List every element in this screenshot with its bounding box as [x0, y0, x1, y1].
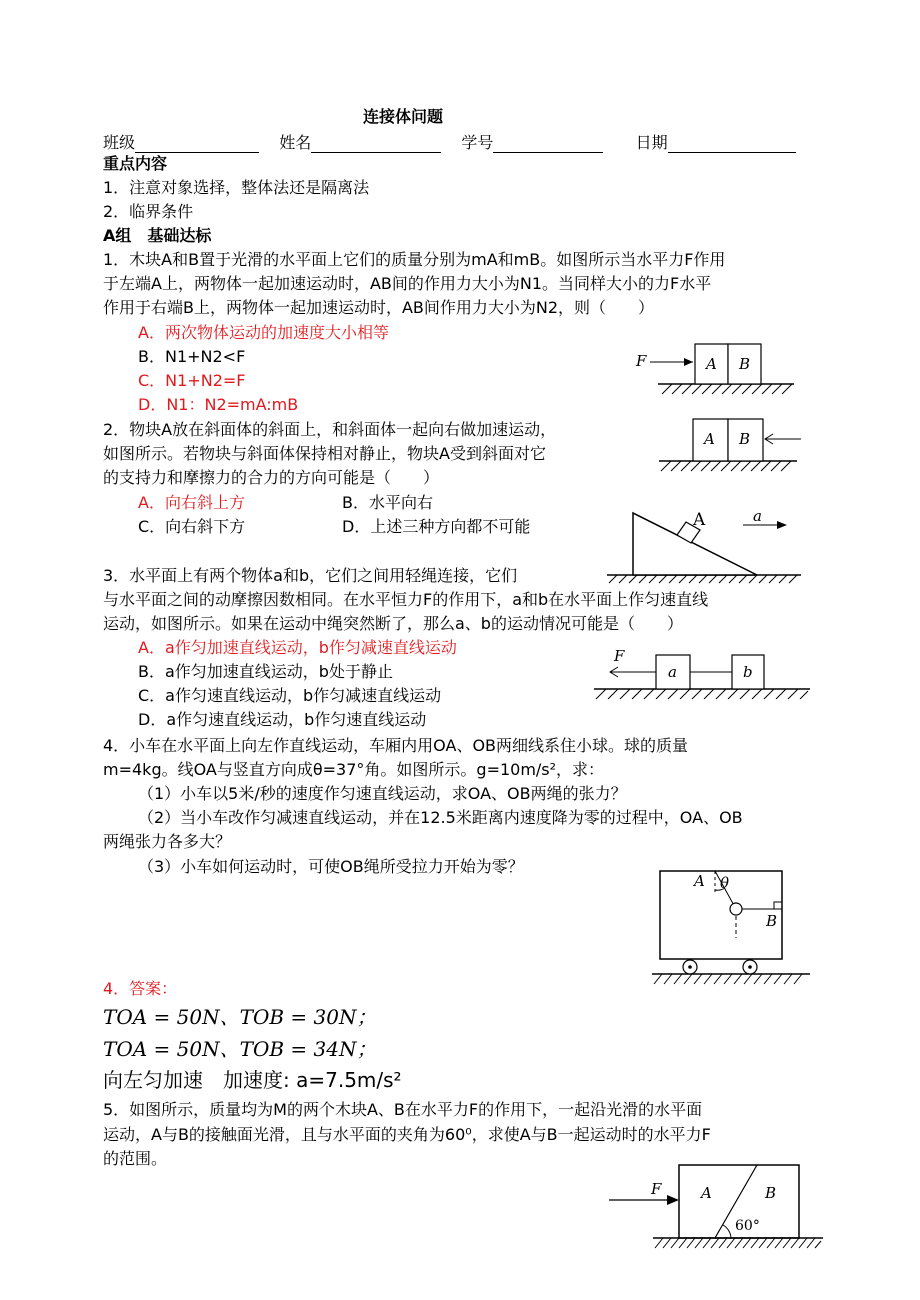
q2-line3: 的支持力和摩擦力的合力的方向可能是（ ）	[103, 468, 440, 487]
key-point-1: 1．注意对象选择，整体法还是隔离法	[103, 178, 370, 197]
q4-sub1: （1）小车以5米/秒的速度作匀速直线运动，求OA、OB两绳的张力？	[138, 784, 627, 803]
q4-fig-b-label: B	[766, 912, 778, 930]
q3-option-b: B．a作匀加速直线运动，b处于静止	[138, 662, 393, 681]
header-fields	[103, 130, 796, 153]
name-blank[interactable]	[311, 136, 441, 153]
q1-fig1-b-label: B	[739, 355, 751, 373]
q3-line2: 与水平面之间的动摩擦因数相同。在水平恒力F的作用下，a和b在水平面上作匀速直线	[103, 590, 709, 609]
q4-fig-theta-label: θ	[720, 874, 730, 892]
q1-fig2-a-label: A	[704, 430, 715, 448]
q1-line2: 于左端A上，两物体一起加速运动时，AB间的作用力大小为N1。当同样大小的力F水平	[103, 274, 712, 293]
q3-option-d: D．a作匀速直线运动，b作匀速直线运动	[138, 710, 427, 729]
name-label: 姓名	[279, 133, 312, 152]
q2-option-a: A．向右斜上方	[138, 493, 245, 512]
q3-fig-f-label: F	[614, 647, 625, 665]
date-label: 日期	[635, 133, 668, 152]
q5-line2: 运动，A与B的接触面光滑，且与水平面的夹角为60⁰，求使A与B一起运动时的水平力F	[103, 1125, 711, 1144]
key-point-2: 2．临界条件	[103, 202, 194, 221]
q2-figure	[605, 505, 805, 585]
q3-fig-b-label: b	[743, 663, 753, 681]
q5-line3: 的范围。	[103, 1149, 168, 1168]
q3-option-c: C．a作匀速直线运动，b作匀减速直线运动	[138, 686, 442, 705]
q2-fig-acc-label: a	[753, 507, 762, 525]
q1-option-b: B．N1+N2<F	[138, 347, 246, 366]
q4-answer-3: 向左匀加速 加速度: a=7.5m/s²	[103, 1068, 402, 1092]
q3-line1: 3．水平面上有两个物体a和b，它们之间用轻绳连接，它们	[103, 566, 518, 585]
q2-line2: 如图所示。若物块与斜面体保持相对静止，物块A受到斜面对它	[103, 444, 546, 463]
q1-option-d: D．N1：N2=mA:mB	[138, 395, 299, 414]
q4-answer-1: TOA = 50N、TOB = 30N；	[103, 1005, 377, 1029]
q1-figure-2	[655, 415, 805, 475]
q5-fig-f-label: F	[651, 1180, 662, 1198]
class-label: 班级	[103, 133, 136, 152]
group-a-heading: A组 基础达标	[103, 226, 212, 245]
q2-option-c: C．向右斜下方	[138, 517, 246, 536]
q1-figure-1	[630, 338, 800, 398]
q1-fig1-a-label: A	[706, 355, 717, 373]
q4-sub3: （3）小车如何运动时，可使OB绳所受拉力开始为零？	[138, 857, 524, 876]
q2-fig-a-label: A	[693, 510, 706, 530]
id-blank[interactable]	[493, 136, 603, 153]
q4-line2: m=4kg。线OA与竖直方向成θ=37°角。如图所示。g=10m/s²，求：	[103, 760, 605, 779]
class-blank[interactable]	[135, 136, 259, 153]
q3-line3: 运动，如图所示。如果在运动中绳突然断了，那么a、b的运动情况可能是（ ）	[103, 614, 683, 633]
q5-fig-b-label: B	[765, 1184, 777, 1202]
q5-fig-a-label: A	[701, 1184, 712, 1202]
page-title: 连接体问题	[363, 107, 444, 126]
id-label: 学号	[461, 133, 494, 152]
q2-option-d: D．上述三种方向都不可能	[342, 517, 531, 536]
q3-fig-a-label: a	[668, 663, 677, 681]
q3-option-a: A．a作匀加速直线运动，b作匀减速直线运动	[138, 638, 457, 657]
q3-figure	[590, 645, 815, 705]
q4-figure	[640, 866, 820, 991]
q5-figure	[605, 1162, 825, 1262]
q5-fig-angle-label: 60°	[735, 1218, 760, 1234]
q1-option-c: C．N1+N2=F	[138, 371, 246, 390]
date-blank[interactable]	[668, 136, 796, 153]
q4-sub2: （2）当小车改作匀减速直线运动，并在12.5米距离内速度降为零的过程中，OA、OB	[138, 808, 743, 827]
q4-fig-a-label: A	[694, 872, 705, 890]
q1-option-a: A．两次物体运动的加速度大小相等	[138, 323, 389, 342]
q1-line1: 1．木块A和B置于光滑的水平面上它们的质量分别为mA和mB。如图所示当水平力F作用	[103, 250, 726, 269]
q2-option-b: B．水平向右	[342, 493, 433, 512]
key-points-heading: 重点内容	[103, 154, 168, 173]
q1-fig1-f-label: F	[636, 352, 647, 370]
q4-answer-label: 4．答案：	[103, 979, 178, 998]
q5-line1: 5．如图所示，质量均为M的两个木块A、B在水平力F的作用下，一起沿光滑的水平面	[103, 1100, 703, 1119]
q1-line3: 作用于右端B上，两物体一起加速运动时，AB间作用力大小为N2，则（ ）	[103, 298, 655, 317]
q1-fig2-b-label: B	[739, 430, 751, 448]
q2-line1: 2．物块A放在斜面体的斜面上，和斜面体一起向右做加速运动，	[103, 420, 557, 439]
q4-line1: 4．小车在水平面上向左作直线运动，车厢内用OA、OB两细线系住小球。球的质量	[103, 736, 689, 755]
q4-sub2b: 两绳张力各多大？	[103, 832, 232, 851]
q4-answer-2: TOA = 50N、TOB = 34N；	[103, 1037, 377, 1061]
